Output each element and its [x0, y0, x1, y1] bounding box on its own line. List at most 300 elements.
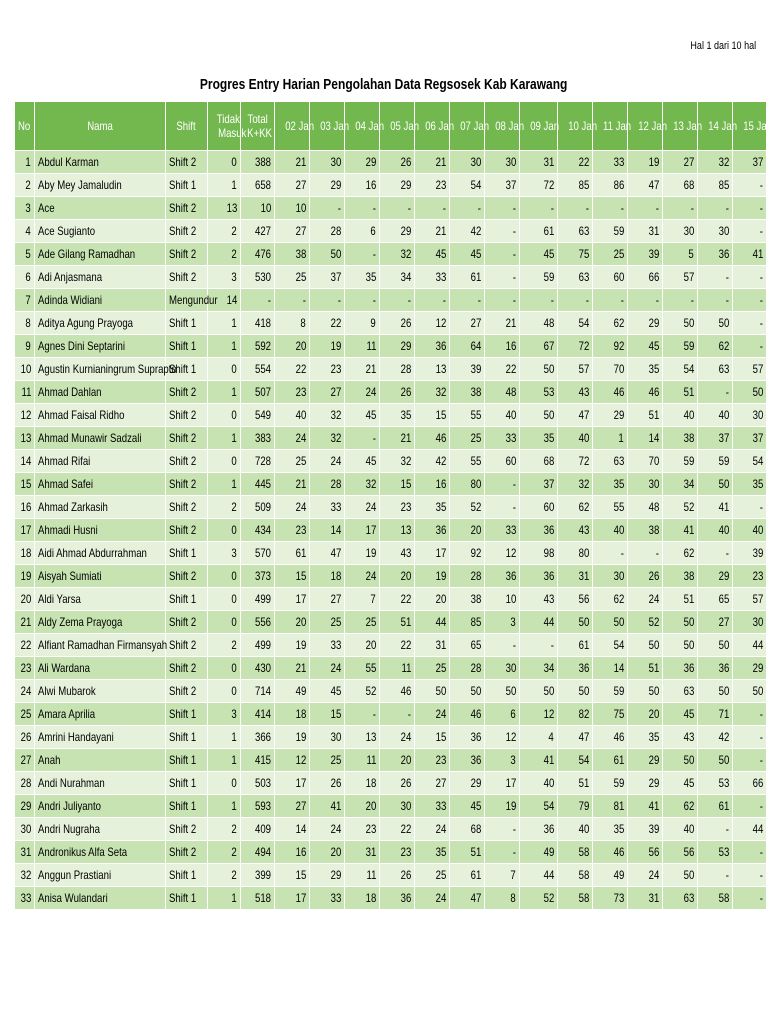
cell-date-value: 23 [415, 749, 450, 772]
cell-date-value: - [485, 496, 520, 519]
cell-tidak-masuk: 0 [208, 519, 241, 542]
cell-date-value: 18 [345, 887, 380, 910]
cell-total: 549 [241, 404, 275, 427]
cell-date-value: 62 [558, 496, 593, 519]
table-header-row [15, 102, 767, 151]
cell-date-value: 50 [520, 404, 558, 427]
cell-date-value: 60 [593, 266, 628, 289]
cell-date-value: 30 [485, 151, 520, 174]
cell-date-value: 41 [663, 519, 698, 542]
cell-date-value: 38 [663, 565, 698, 588]
cell-date-value: 25 [415, 657, 450, 680]
cell-total: 556 [241, 611, 275, 634]
cell-date-value: 24 [310, 818, 345, 841]
cell-date-value: 35 [593, 473, 628, 496]
cell-date-value: 63 [558, 220, 593, 243]
cell-date-value: 54 [663, 358, 698, 381]
cell-date-value: 32 [380, 243, 415, 266]
cell-date-value: 65 [698, 588, 733, 611]
cell-date-value: 31 [628, 220, 663, 243]
cell-date-value: 47 [450, 887, 485, 910]
cell-date-value: 61 [450, 266, 485, 289]
cell-shift: Shift 2 [166, 266, 208, 289]
cell-date-value: 28 [310, 220, 345, 243]
cell-total: 509 [241, 496, 275, 519]
header-tidak-masuk: Tidak Masuk [208, 102, 241, 151]
cell-tidak-masuk: 0 [208, 450, 241, 473]
cell-date-value: 18 [310, 565, 345, 588]
cell-tidak-masuk: 1 [208, 312, 241, 335]
cell-date-value: 36 [450, 749, 485, 772]
cell-date-value: - [345, 289, 380, 312]
cell-date-value: 31 [415, 634, 450, 657]
cell-date-value: 79 [558, 795, 593, 818]
cell-date-value: 35 [733, 473, 767, 496]
cell-date-value: 21 [415, 220, 450, 243]
cell-date-value: 31 [520, 151, 558, 174]
cell-date-value: 50 [520, 358, 558, 381]
cell-date-value: 25 [275, 450, 310, 473]
cell-date-value: 33 [310, 496, 345, 519]
cell-date-value: - [733, 749, 767, 772]
cell-nama: Aldi Yarsa [35, 588, 166, 611]
cell-date-value: 29 [310, 864, 345, 887]
cell-tidak-masuk: 2 [208, 634, 241, 657]
header-date: 04 Jan [345, 102, 380, 151]
cell-date-value: 37 [310, 266, 345, 289]
cell-date-value: 38 [275, 243, 310, 266]
cell-date-value: - [733, 726, 767, 749]
cell-shift: Shift 1 [166, 542, 208, 565]
cell-date-value: 70 [593, 358, 628, 381]
cell-date-value: 45 [415, 243, 450, 266]
header-date: 07 Jan [450, 102, 485, 151]
cell-total: 503 [241, 772, 275, 795]
cell-date-value: 29 [628, 312, 663, 335]
table-row [15, 266, 767, 289]
cell-date-value: 19 [275, 726, 310, 749]
cell-date-value: 35 [593, 818, 628, 841]
cell-tidak-masuk: 0 [208, 151, 241, 174]
cell-date-value: 50 [415, 680, 450, 703]
cell-date-value: - [485, 634, 520, 657]
cell-tidak-masuk: 1 [208, 795, 241, 818]
cell-date-value: 52 [450, 496, 485, 519]
cell-date-value: 22 [310, 312, 345, 335]
cell-tidak-masuk: 13 [208, 197, 241, 220]
cell-total: 430 [241, 657, 275, 680]
table-row [15, 726, 767, 749]
cell-shift: Shift 1 [166, 795, 208, 818]
table-row [15, 611, 767, 634]
cell-date-value: 52 [520, 887, 558, 910]
cell-date-value: 16 [415, 473, 450, 496]
cell-nama: Andronikus Alfa Seta [35, 841, 166, 864]
cell-nama: Amara Aprilia [35, 703, 166, 726]
cell-date-value: 40 [485, 404, 520, 427]
header-no: No [15, 102, 35, 151]
cell-tidak-masuk: 1 [208, 381, 241, 404]
cell-date-value: 25 [415, 864, 450, 887]
table-row [15, 588, 767, 611]
cell-date-value: 32 [380, 450, 415, 473]
cell-date-value: 20 [415, 588, 450, 611]
cell-date-value: 50 [698, 749, 733, 772]
cell-date-value: 45 [345, 404, 380, 427]
cell-shift: Shift 1 [166, 749, 208, 772]
cell-tidak-masuk: 2 [208, 841, 241, 864]
cell-date-value: 70 [628, 450, 663, 473]
cell-date-value: 27 [310, 588, 345, 611]
cell-date-value: 12 [485, 726, 520, 749]
cell-date-value: - [415, 289, 450, 312]
cell-date-value: 20 [380, 565, 415, 588]
table-row [15, 197, 767, 220]
table-row [15, 220, 767, 243]
cell-date-value: 27 [310, 381, 345, 404]
cell-date-value: 47 [558, 404, 593, 427]
cell-date-value: 32 [558, 473, 593, 496]
cell-date-value: 40 [663, 818, 698, 841]
cell-tidak-masuk: 0 [208, 772, 241, 795]
cell-date-value: 53 [698, 841, 733, 864]
cell-date-value: 29 [733, 657, 767, 680]
cell-date-value: 36 [450, 726, 485, 749]
cell-date-value: - [558, 289, 593, 312]
table-row [15, 427, 767, 450]
cell-date-value: - [520, 289, 558, 312]
cell-date-value: 35 [345, 266, 380, 289]
cell-date-value: 35 [415, 496, 450, 519]
cell-date-value: 12 [415, 312, 450, 335]
cell-no: 30 [15, 818, 35, 841]
cell-shift: Shift 2 [166, 473, 208, 496]
cell-date-value: 50 [520, 680, 558, 703]
cell-date-value: 27 [275, 795, 310, 818]
cell-total: 434 [241, 519, 275, 542]
cell-date-value: 50 [698, 634, 733, 657]
cell-date-value: 51 [663, 381, 698, 404]
cell-shift: Shift 1 [166, 887, 208, 910]
cell-date-value: 30 [733, 404, 767, 427]
cell-nama: Andi Nurahman [35, 772, 166, 795]
cell-date-value: 46 [593, 726, 628, 749]
cell-date-value: 66 [733, 772, 767, 795]
cell-no: 6 [15, 266, 35, 289]
cell-nama: Andri Nugraha [35, 818, 166, 841]
header-date: 11 Jan [593, 102, 628, 151]
cell-date-value: 12 [275, 749, 310, 772]
cell-date-value: 13 [345, 726, 380, 749]
cell-shift: Shift 1 [166, 864, 208, 887]
cell-no: 7 [15, 289, 35, 312]
cell-date-value: 28 [310, 473, 345, 496]
cell-date-value: - [345, 197, 380, 220]
cell-date-value: 47 [310, 542, 345, 565]
cell-shift: Shift 2 [166, 818, 208, 841]
cell-no: 18 [15, 542, 35, 565]
cell-date-value: 29 [380, 174, 415, 197]
cell-date-value: 7 [485, 864, 520, 887]
cell-date-value: 29 [345, 151, 380, 174]
header-date: 03 Jan [310, 102, 345, 151]
cell-date-value: 1 [593, 427, 628, 450]
cell-date-value: 55 [593, 496, 628, 519]
cell-date-value: 26 [380, 312, 415, 335]
cell-date-value: 49 [593, 864, 628, 887]
table-row [15, 565, 767, 588]
cell-date-value: 16 [345, 174, 380, 197]
cell-date-value: 14 [628, 427, 663, 450]
cell-date-value: 75 [558, 243, 593, 266]
cell-date-value: 37 [698, 427, 733, 450]
cell-date-value: - [663, 197, 698, 220]
cell-date-value: 40 [520, 772, 558, 795]
table-row [15, 519, 767, 542]
cell-date-value: 30 [733, 611, 767, 634]
cell-date-value: 43 [520, 588, 558, 611]
cell-date-value: 53 [520, 381, 558, 404]
cell-date-value: 72 [520, 174, 558, 197]
cell-date-value: 28 [380, 358, 415, 381]
cell-date-value: 11 [380, 657, 415, 680]
cell-no: 13 [15, 427, 35, 450]
cell-total: 415 [241, 749, 275, 772]
cell-date-value: 32 [698, 151, 733, 174]
cell-shift: Shift 2 [166, 243, 208, 266]
cell-shift: Shift 1 [166, 588, 208, 611]
cell-date-value: 61 [275, 542, 310, 565]
cell-date-value: 22 [275, 358, 310, 381]
cell-date-value: 42 [698, 726, 733, 749]
cell-date-value: 54 [558, 749, 593, 772]
cell-nama: Ahmad Safei [35, 473, 166, 496]
cell-date-value: 50 [663, 864, 698, 887]
cell-date-value: 60 [485, 450, 520, 473]
cell-date-value: 29 [698, 565, 733, 588]
cell-total: 530 [241, 266, 275, 289]
cell-date-value: 3 [485, 611, 520, 634]
cell-date-value: 29 [593, 404, 628, 427]
cell-date-value: - [310, 197, 345, 220]
cell-date-value: 36 [520, 565, 558, 588]
cell-shift: Shift 2 [166, 565, 208, 588]
cell-tidak-masuk: 2 [208, 220, 241, 243]
cell-no: 27 [15, 749, 35, 772]
cell-date-value: 37 [733, 427, 767, 450]
cell-date-value: 40 [558, 818, 593, 841]
cell-date-value: 35 [415, 841, 450, 864]
cell-date-value: - [628, 542, 663, 565]
cell-date-value: 67 [520, 335, 558, 358]
cell-total: 10 [241, 197, 275, 220]
cell-date-value: 59 [663, 450, 698, 473]
cell-date-value: 24 [415, 703, 450, 726]
cell-date-value: 54 [733, 450, 767, 473]
cell-date-value: 86 [593, 174, 628, 197]
cell-date-value: - [733, 335, 767, 358]
cell-date-value: 32 [345, 473, 380, 496]
cell-tidak-masuk: 1 [208, 427, 241, 450]
cell-no: 17 [15, 519, 35, 542]
cell-date-value: 15 [310, 703, 345, 726]
cell-date-value: 19 [310, 335, 345, 358]
cell-nama: Amrini Handayani [35, 726, 166, 749]
cell-date-value: 61 [520, 220, 558, 243]
cell-date-value: 48 [520, 312, 558, 335]
cell-total: 373 [241, 565, 275, 588]
cell-nama: Agnes Dini Septarini [35, 335, 166, 358]
header-date: 10 Jan [558, 102, 593, 151]
cell-date-value: 23 [380, 841, 415, 864]
cell-date-value: 60 [520, 496, 558, 519]
cell-no: 8 [15, 312, 35, 335]
cell-date-value: 41 [698, 496, 733, 519]
cell-total: - [241, 289, 275, 312]
cell-date-value: 21 [415, 151, 450, 174]
cell-tidak-masuk: 0 [208, 565, 241, 588]
cell-date-value: 30 [310, 151, 345, 174]
table-row [15, 358, 767, 381]
cell-nama: Aditya Agung Prayoga [35, 312, 166, 335]
cell-shift: Shift 2 [166, 634, 208, 657]
cell-date-value: 54 [450, 174, 485, 197]
cell-date-value: 11 [345, 864, 380, 887]
cell-date-value: 17 [275, 772, 310, 795]
cell-date-value: - [733, 841, 767, 864]
cell-date-value: 72 [558, 335, 593, 358]
cell-nama: Adi Anjasmana [35, 266, 166, 289]
cell-date-value: - [733, 795, 767, 818]
cell-date-value: - [698, 197, 733, 220]
cell-date-value: 36 [520, 818, 558, 841]
cell-date-value: 50 [558, 611, 593, 634]
cell-date-value: - [628, 289, 663, 312]
cell-date-value: 27 [415, 772, 450, 795]
cell-date-value: 72 [558, 450, 593, 473]
cell-date-value: 21 [275, 473, 310, 496]
cell-date-value: 51 [380, 611, 415, 634]
cell-date-value: 40 [593, 519, 628, 542]
cell-date-value: 50 [485, 680, 520, 703]
cell-no: 23 [15, 657, 35, 680]
cell-date-value: 41 [733, 243, 767, 266]
cell-date-value: 24 [310, 657, 345, 680]
table-row [15, 772, 767, 795]
header-total: Total K+KK [241, 102, 275, 151]
page-number: Hal 1 dari 10 hal [690, 40, 756, 52]
cell-date-value: - [733, 289, 767, 312]
cell-date-value: 41 [520, 749, 558, 772]
cell-date-value: - [593, 197, 628, 220]
cell-shift: Shift 2 [166, 220, 208, 243]
cell-date-value: 23 [380, 496, 415, 519]
cell-date-value: 13 [380, 519, 415, 542]
cell-date-value: 39 [733, 542, 767, 565]
cell-date-value: 59 [698, 450, 733, 473]
cell-date-value: 75 [593, 703, 628, 726]
cell-nama: Ahmad Rifai [35, 450, 166, 473]
cell-date-value: 33 [310, 634, 345, 657]
cell-no: 10 [15, 358, 35, 381]
cell-no: 5 [15, 243, 35, 266]
header-date: 08 Jan [485, 102, 520, 151]
header-date: 06 Jan [415, 102, 450, 151]
cell-date-value: 16 [485, 335, 520, 358]
cell-no: 2 [15, 174, 35, 197]
header-date: 09 Jan [520, 102, 558, 151]
cell-nama: Ace [35, 197, 166, 220]
cell-date-value: 59 [663, 335, 698, 358]
table-row [15, 703, 767, 726]
cell-date-value: - [485, 289, 520, 312]
cell-nama: Ade Gilang Ramadhan [35, 243, 166, 266]
cell-date-value: 19 [275, 634, 310, 657]
table-row [15, 887, 767, 910]
cell-date-value: 63 [698, 358, 733, 381]
cell-tidak-masuk: 3 [208, 703, 241, 726]
cell-date-value: 43 [558, 381, 593, 404]
cell-date-value: 20 [345, 634, 380, 657]
cell-date-value: 21 [275, 657, 310, 680]
cell-total: 494 [241, 841, 275, 864]
cell-date-value: 30 [628, 473, 663, 496]
cell-date-value: 24 [380, 726, 415, 749]
cell-date-value: 15 [275, 864, 310, 887]
cell-date-value: 35 [380, 404, 415, 427]
cell-tidak-masuk: 0 [208, 611, 241, 634]
cell-date-value: 39 [628, 818, 663, 841]
table-row [15, 243, 767, 266]
table-row [15, 657, 767, 680]
cell-date-value: 22 [380, 588, 415, 611]
cell-date-value: 33 [415, 266, 450, 289]
cell-date-value: 24 [415, 887, 450, 910]
cell-date-value: 46 [628, 381, 663, 404]
cell-date-value: 25 [310, 611, 345, 634]
cell-date-value: 46 [415, 427, 450, 450]
cell-date-value: 11 [345, 335, 380, 358]
cell-date-value: 50 [663, 611, 698, 634]
cell-date-value: - [733, 197, 767, 220]
cell-date-value: - [733, 174, 767, 197]
cell-date-value: 17 [345, 519, 380, 542]
cell-date-value: 46 [380, 680, 415, 703]
table-row [15, 542, 767, 565]
cell-date-value: - [733, 312, 767, 335]
cell-date-value: 27 [275, 174, 310, 197]
cell-no: 9 [15, 335, 35, 358]
cell-date-value: 36 [698, 243, 733, 266]
cell-date-value: 36 [663, 657, 698, 680]
cell-date-value: 58 [558, 887, 593, 910]
cell-date-value: 37 [733, 151, 767, 174]
cell-date-value: 80 [450, 473, 485, 496]
cell-date-value: - [485, 197, 520, 220]
cell-date-value: 45 [345, 450, 380, 473]
cell-date-value: 43 [558, 519, 593, 542]
cell-nama: Ahmad Munawir Sadzali [35, 427, 166, 450]
cell-nama: Agustin Kurnianingrum Suprapto [35, 358, 166, 381]
cell-no: 14 [15, 450, 35, 473]
cell-date-value: 55 [450, 450, 485, 473]
cell-date-value: 61 [558, 634, 593, 657]
cell-date-value: 35 [520, 427, 558, 450]
cell-date-value: - [275, 289, 310, 312]
cell-date-value: 51 [628, 657, 663, 680]
cell-no: 1 [15, 151, 35, 174]
cell-date-value: 29 [628, 749, 663, 772]
